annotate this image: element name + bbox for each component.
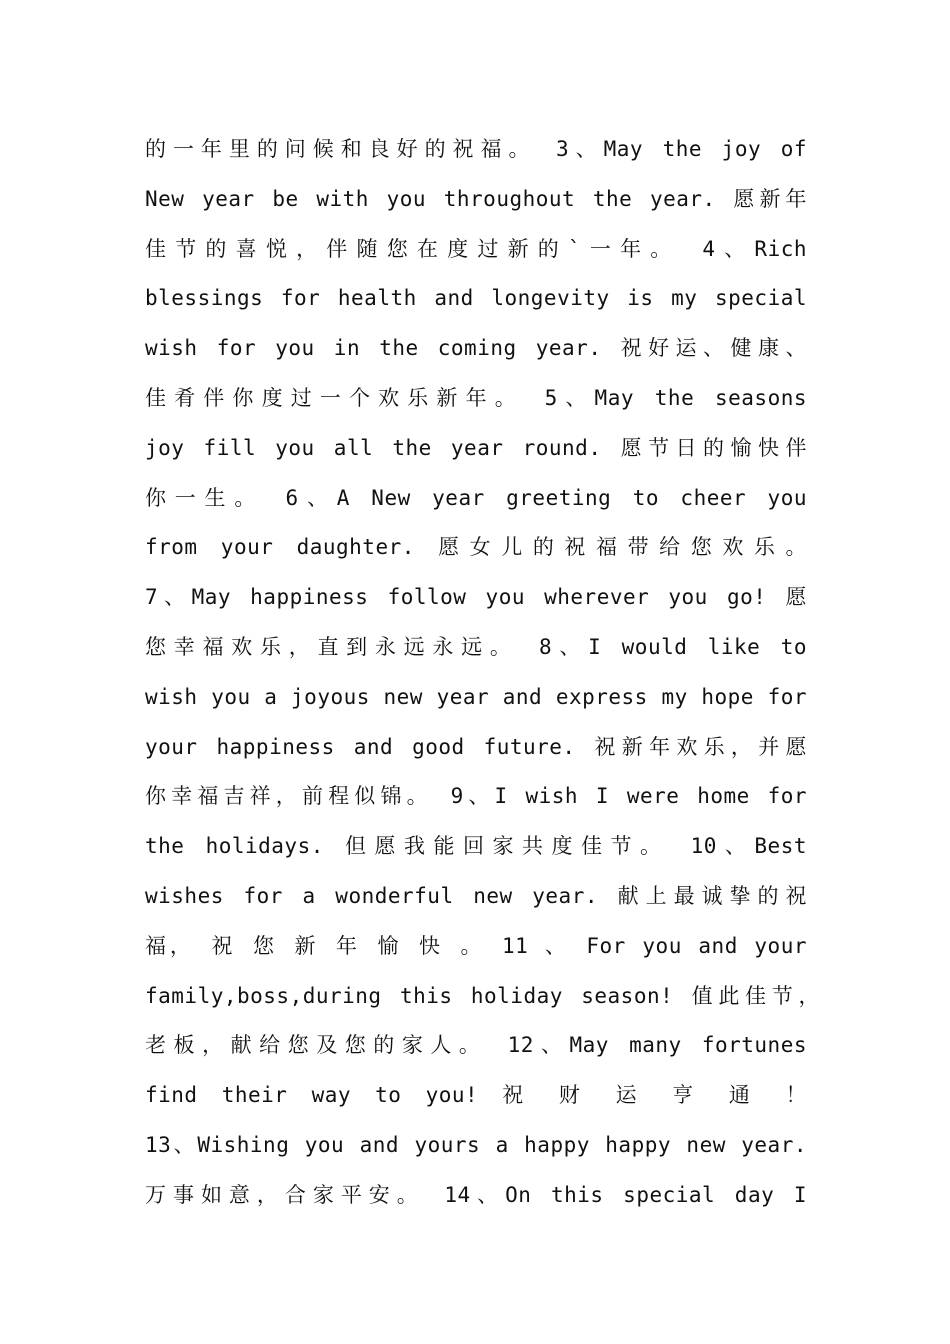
text-line: 您幸福欢乐，直到永远永远。 8、I would like to xyxy=(145,634,807,659)
text-line: 福， 祝 您 新 年 愉 快 。 11 、 For you and your xyxy=(145,933,807,958)
text-line: 13、Wishing you and yours a happy happy new year. xyxy=(145,1132,807,1157)
text-line: blessings for health and longevity is my special xyxy=(145,286,807,311)
text-line: wish for you in the coming year. 祝好运、健康、 xyxy=(145,336,807,361)
text-line: 7、May happiness follow you wherever you go! 愿 xyxy=(145,585,807,610)
text-line: your happiness and good future. 祝新年欢乐，并愿 xyxy=(145,734,807,759)
body-text xyxy=(145,125,820,1221)
text-line: 你一生。 6、A New year greeting to cheer you xyxy=(145,485,807,510)
text-line: 老板，献给您及您的家人。 12、May many fortunes xyxy=(145,1033,807,1058)
text-line: wishes for a wonderful new year. 献上最诚挚的祝 xyxy=(145,883,807,908)
text-line: 万事如意，合家平安。 14、On this special day I xyxy=(145,1182,807,1207)
text-line: 佳节的喜悦，伴随您在度过新的`一年。 4、Rich xyxy=(145,236,807,261)
text-line: joy fill you all the year round. 愿节日的愉快伴 xyxy=(145,435,807,460)
text-line: 你幸福吉祥，前程似锦。 9、I wish I were home for xyxy=(145,784,807,809)
text-line: New year be with you throughout the year. 愿新年 xyxy=(145,186,807,211)
text-line: find their way to you! 祝 财 运 亨 通 ！ xyxy=(145,1083,807,1108)
text-line: 的一年里的问候和良好的祝福。 3、May the joy of xyxy=(145,137,807,161)
text-line: 佳肴伴你度过一个欢乐新年。 5、May the seasons xyxy=(145,385,807,410)
text-line: from your daughter. 愿女儿的祝福带给您欢乐。 xyxy=(145,535,807,560)
text-line: the holidays. 但愿我能回家共度佳节。 10、Best xyxy=(145,834,807,859)
text-line: wish you a joyous new year and express my hope for xyxy=(145,684,807,709)
text-line: family,boss,during this holiday season! 值此佳节， xyxy=(145,983,820,1008)
